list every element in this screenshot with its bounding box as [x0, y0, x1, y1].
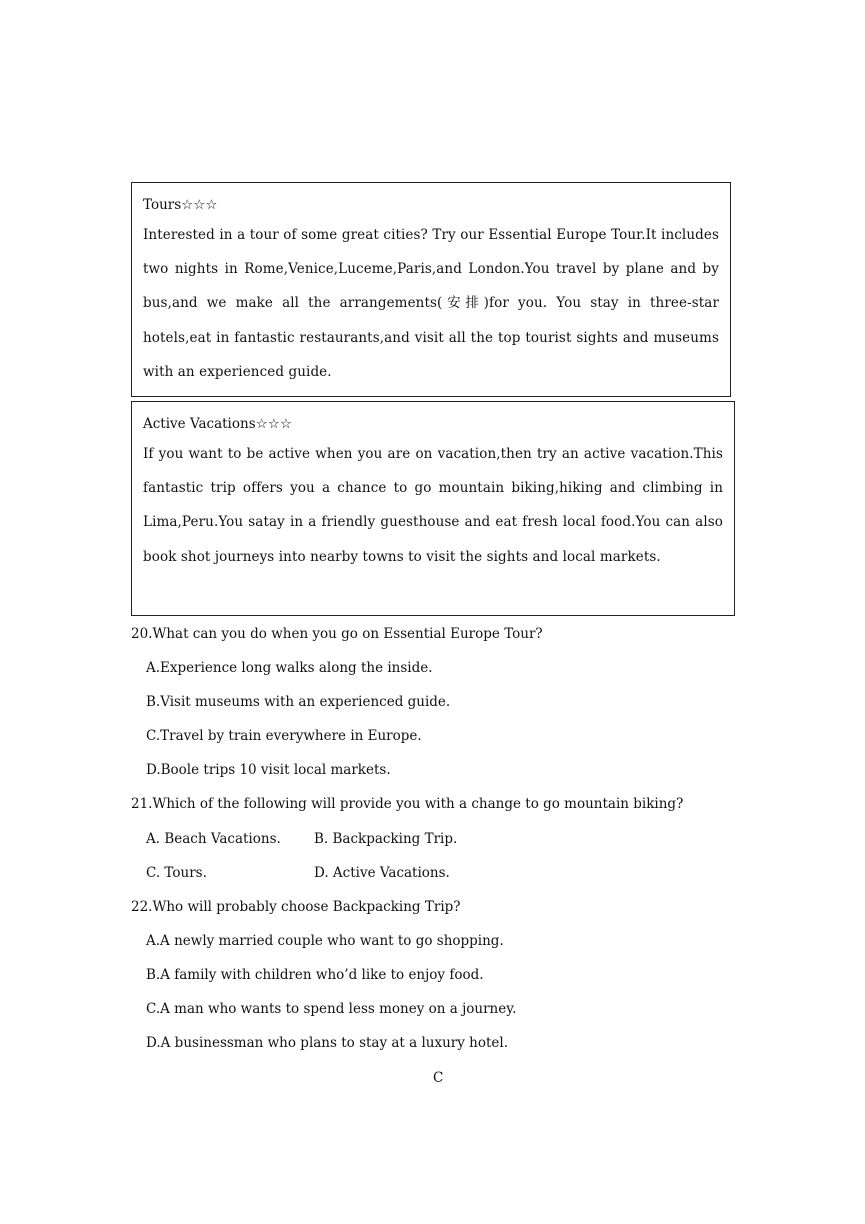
active-vacations-box [131, 401, 735, 616]
active-vacations-title: Active Vacations☆☆☆ [143, 416, 292, 432]
section-letter: C [433, 1070, 444, 1086]
question-21-option-a: A. Beach Vacations. [146, 831, 281, 847]
tours-title: Tours☆☆☆ [143, 197, 218, 213]
question-20-option-b: B.Visit museums with an experienced guide. [146, 694, 451, 710]
question-22-option-c: C.A man who wants to spend less money on a journey. [146, 1001, 517, 1017]
question-20-option-d: D.Boole trips 10 visit local markets. [146, 762, 391, 778]
question-22-option-a: A.A newly married couple who want to go shopping. [146, 933, 504, 949]
tours-body: Interested in a tour of some great cities? Try our Essential Europe Tour.It includes two nights in Rome,Venice,Luceme,Paris,and London.You travel by plane and by bus,and we make all the arrangements(安排)for you. You stay in three-star hotels,eat in fantastic restaurants,and visit all the top tourist sights and museums with an experienced guide. [143, 227, 719, 380]
question-20-option-a: A.Experience long walks along the inside. [146, 660, 433, 676]
question-21-option-b: B. Backpacking Trip. [314, 831, 458, 847]
question-22: 22.Who will probably choose Backpacking Trip? [131, 899, 461, 915]
question-21-option-c: C. Tours. [146, 865, 207, 881]
question-22-option-d: D.A businessman who plans to stay at a luxury hotel. [146, 1035, 509, 1051]
question-21-option-d: D. Active Vacations. [314, 865, 450, 881]
active-vacations-body: If you want to be active when you are on vacation,then try an active vacation.This fantastic trip offers you a chance to go mountain biking,hiking and climbing in Lima,Peru.You satay in a friendly guesthouse and eat fresh local food.You can also book shot journeys into nearby towns to visit the sights and local markets. [143, 446, 723, 565]
question-21: 21.Which of the following will provide you with a change to go mountain biking? [131, 796, 684, 812]
question-22-option-b: B.A family with children who’d like to enjoy food. [146, 967, 484, 983]
question-20-option-c: C.Travel by train everywhere in Europe. [146, 728, 422, 744]
tours-box [131, 182, 731, 397]
question-20: 20.What can you do when you go on Essential Europe Tour? [131, 626, 543, 642]
